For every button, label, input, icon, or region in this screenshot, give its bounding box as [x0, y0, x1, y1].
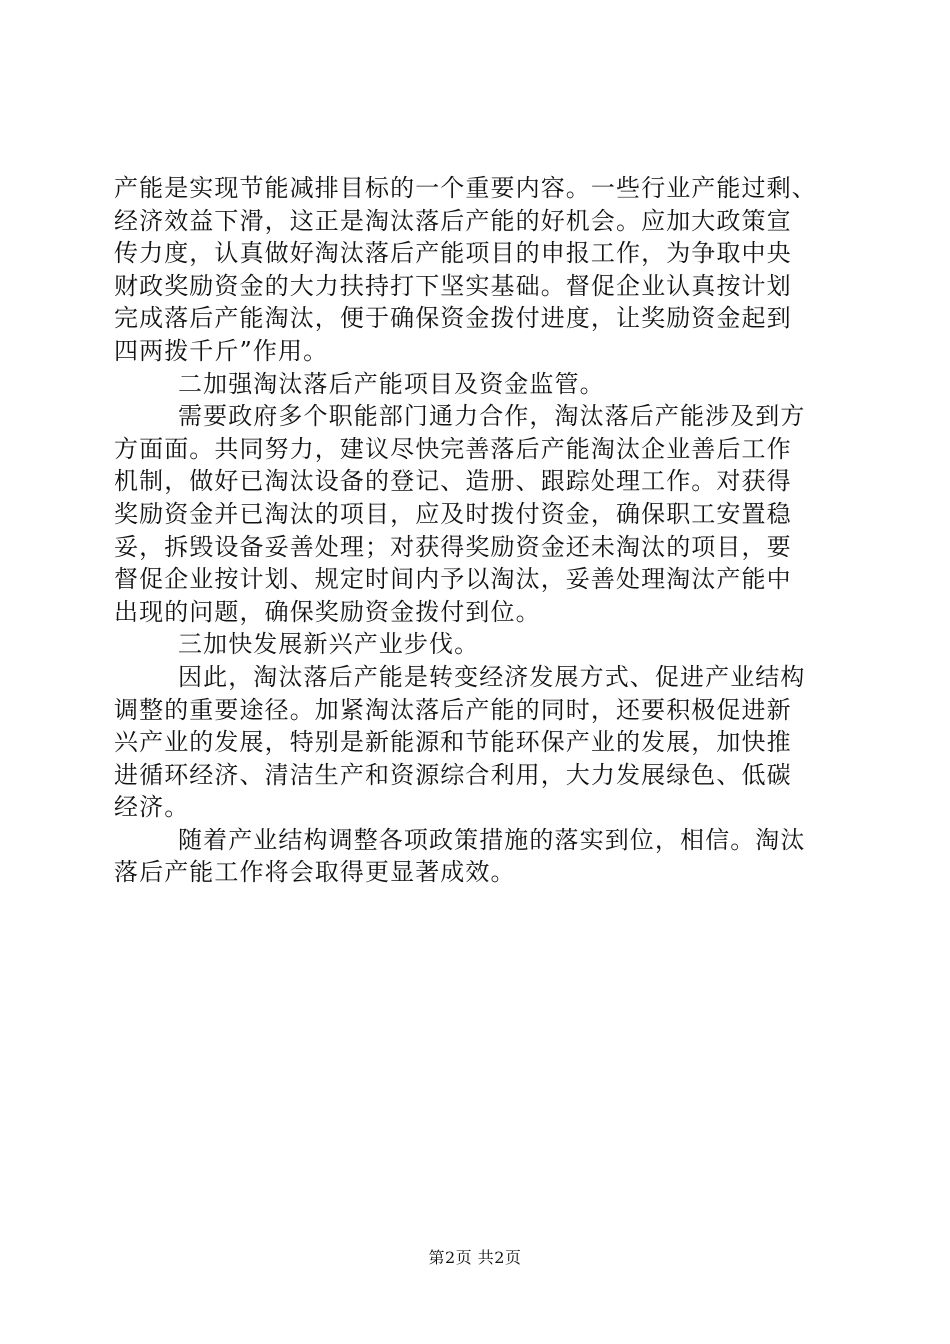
section-heading: 二加强淘汰落后产能项目及资金监管。	[178, 369, 605, 398]
page-number-footer: 第2页 共2页	[428, 1248, 522, 1267]
text-line: 调整的重要途径。加紧淘汰落后产能的同时，还要积极促进新	[114, 695, 792, 724]
text-line: 需要政府多个职能部门通力合作，淘汰落后产能涉及到方	[178, 402, 806, 431]
text-line: 落后产能工作将会取得更显著成效。	[114, 858, 516, 887]
text-line: 兴产业的发展，特别是新能源和节能环保产业的发展，加快推	[114, 728, 792, 757]
text-line: 四两拨千斤”作用。	[114, 336, 329, 365]
section-heading: 三加快发展新兴产业步伐。	[178, 630, 480, 659]
document-body	[114, 172, 838, 889]
text-line: 机制，做好已淘汰设备的登记、造册、跟踪处理工作。对获得	[114, 467, 792, 496]
text-line: 因此，淘汰落后产能是转变经济发展方式、促进产业结构	[178, 662, 806, 691]
text-line: 进循环经济、清洁生产和资源综合利用，大力发展绿色、低碳	[114, 760, 792, 789]
text-line: 经济。	[114, 793, 190, 822]
text-line: 经济效益下滑，这正是淘汰落后产能的好机会。应加大政策宣	[114, 206, 792, 235]
text-line: 传力度，认真做好淘汰落后产能项目的申报工作，为争取中央	[114, 239, 792, 268]
text-line: 出现的问题，确保奖励资金拨付到位。	[114, 597, 541, 626]
text-line: 妥，拆毁设备妥善处理；对获得奖励资金还未淘汰的项目，要	[114, 532, 792, 561]
text-line: 督促企业按计划、规定时间内予以淘汰，妥善处理淘汰产能中	[114, 565, 792, 594]
text-line: 随着产业结构调整各项政策措施的落实到位，相信。淘汰	[178, 825, 806, 854]
text-line: 产能是实现节能减排目标的一个重要内容。一些行业产能过剩、	[114, 174, 817, 202]
text-line: 方面面。共同努力，建议尽快完善落后产能淘汰企业善后工作	[114, 434, 792, 463]
text-line: 完成落后产能淘汰，便于确保资金拨付进度，让奖励资金起到	[114, 304, 792, 333]
text-line: 奖励资金并已淘汰的项目，应及时拨付资金，确保职工安置稳	[114, 499, 792, 528]
text-line: 财政奖励资金的大力扶持打下坚实基础。督促企业认真按计划	[114, 271, 792, 300]
